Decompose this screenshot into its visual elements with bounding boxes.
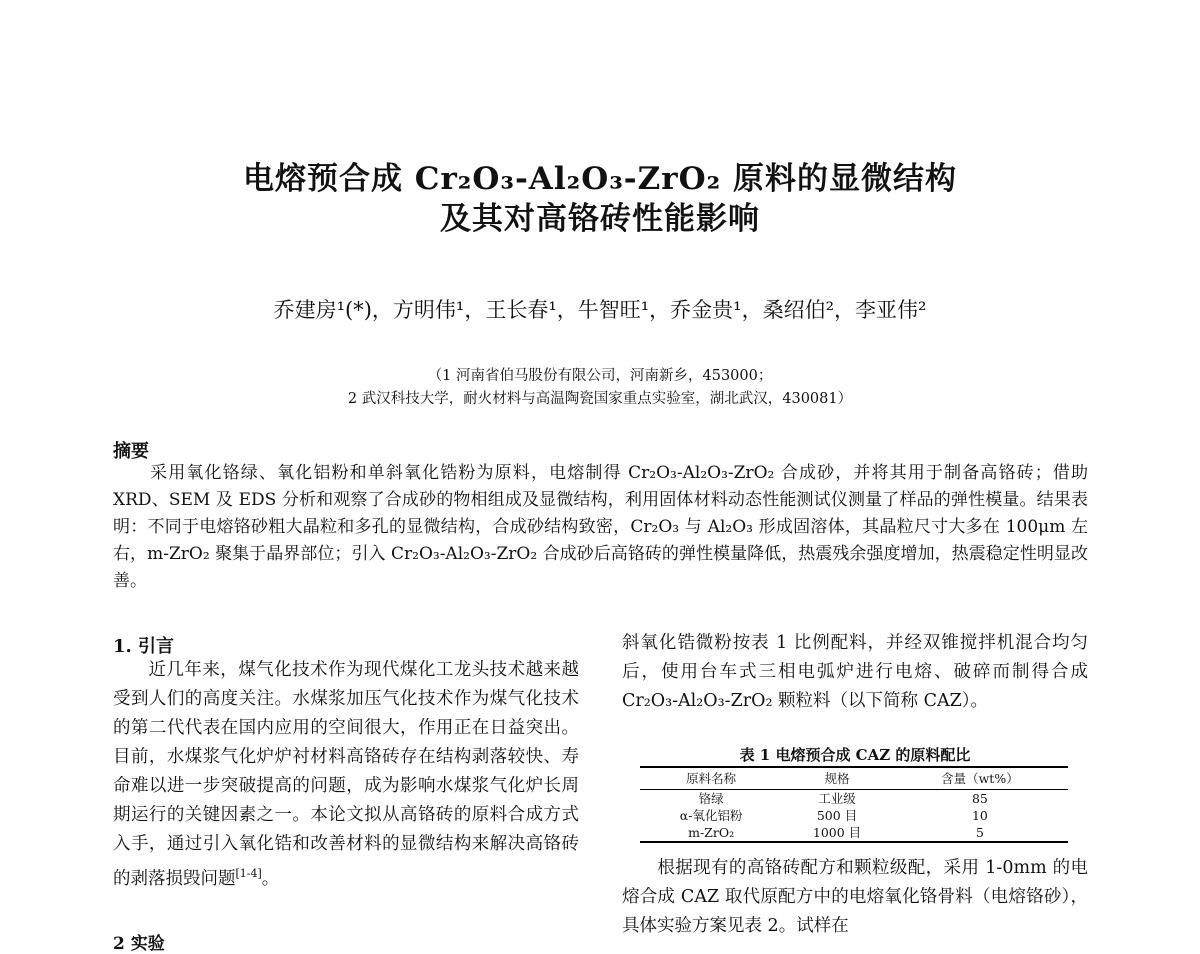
introduction-text: 近几年来，煤气化技术作为现代煤化工龙头技术越来越受到人们的高度关注。水煤浆加压气化技术作为煤气化技术的第二代代表在国内应用的空间很大，作用正在日益突出。目前，水煤浆气化炉炉衬材料高铬砖存在结构剥落较快、寿命难以进一步突破提高的问题，成为影响水煤浆气化炉长周期运行的关键因素之一。本论文拟从高铬砖的原料合成方式入手，通过引入氧化锆和改善材料的显微结构来解决高铬砖的剥落损毁问题 [113,660,579,889]
table-cell: 500 目 [816,808,858,823]
right-column-paragraph1: 斜氧化锆微粉按表 1 比例配料，并经双锥搅拌机混合均匀后，使用台车式三相电弧炉进行电熔、破碎而制得合成 Cr₂O₃-Al₂O₃-ZrO₂ 颗粒料（以下简称 CAZ）。 [622,633,1088,711]
affiliation-line1: （1 河南省伯马股份有限公司，河南新乡，453000； [427,368,773,384]
abstract-text: 采用氧化铬绿、氧化铝粉和单斜氧化锆粉为原料，电熔制得 Cr₂O₃-Al₂O₃-ZrO₂ 合成砂，并将其用于制备高铬砖；借助 XRD、SEM 及 EDS 分析和观察了合成砂的物相组成及显微结构，利用固体材料动态性能测试仪测量了样品的弹性模量。结果表明：不同于电熔铬砂粗大晶粒和多孔的显微结构，合成砂结构致密，Cr₂O₃ 与 Al₂O₃ 形成固溶体，其晶粒尺寸大多在 100μm 左右，m-ZrO₂ 聚集于晶界部位；引入 Cr₂O₃-Al₂O₃-ZrO₂ 合成砂后高铬砖的弹性模量降低，热震残余强度增加，热震稳定性明显改善。 [113,463,1088,591]
section-heading-introduction: 1. 引言 [113,636,175,657]
table-cell: 10 [971,808,988,823]
introduction-paragraph [113,656,579,894]
table1-header: 原料名称 [640,767,782,790]
table-cell: 1000 目 [782,824,892,842]
abstract-heading: 摘要 [113,441,149,462]
table-row [640,790,1068,808]
table1-header: 含量（wt%） [892,767,1068,790]
table1-header: 规格 [782,767,892,790]
table-cell: 铬绿 [698,791,724,806]
author-list: 乔建房¹(*)，方明伟¹，王长春¹，牛智旺¹，乔金贵¹，桑绍伯²，李亚伟² [273,298,927,322]
table-cell: 5 [892,824,1068,842]
table-cell: 工业级 [818,791,856,806]
paper-title-line1: 电熔预合成 Cr₂O₃-Al₂O₃-ZrO₂ 原料的显微结构 [242,161,957,197]
table-cell: m-ZrO₂ [640,824,782,842]
table-cell: 85 [971,791,988,806]
paper-title-line2: 及其对高铬砖性能影响 [440,201,760,237]
table1-caption: 表 1 电熔预合成 CAZ 的原料配比 [739,746,971,764]
citation: [1-4] [235,867,262,880]
right-column-paragraph2 [622,854,1088,941]
right-column-paragraph2-text: 根据现有的高铬砖配方和颗粒级配，采用 1-0mm 的电熔合成 CAZ 取代原配方中的电熔氧化铬骨料（电熔铬砂），具体实验方案见表 2。试样在 [622,858,1088,936]
table1 [640,766,1068,843]
table-row [640,824,1068,842]
introduction-end: 。 [261,868,280,889]
next-section-heading-fragment: 2 实验 [113,934,165,954]
table-row [640,807,1068,824]
table-cell: α-氧化铝粉 [679,808,743,823]
affiliation-line2: 2 武汉科技大学，耐火材料与高温陶瓷国家重点实验室，湖北武汉，430081） [347,391,853,407]
abstract-body [113,460,1088,595]
